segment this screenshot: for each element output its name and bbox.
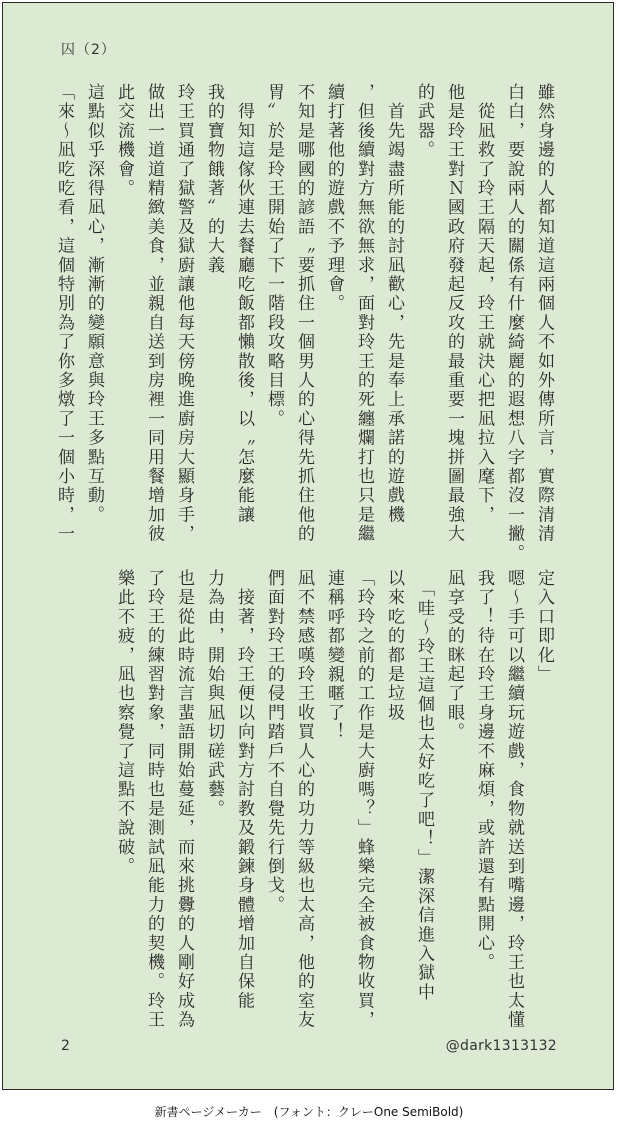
text-line: 「玲玲之前的工作是大廚嗎？」蜂樂完全被食物收買， xyxy=(354,569,374,1030)
text-line: 連稱呼都變親暱了！ xyxy=(324,569,344,742)
text-line: 我了！待在玲王身邊不麻煩，或許還有點開心。 xyxy=(474,569,494,973)
text-line: 樂此不疲，凪也察覺了這點不說破。 xyxy=(114,569,134,877)
text-line: 雖然身邊的人都知道這兩個人不如外傳所言，實際清清 xyxy=(534,83,554,544)
text-line: 以來吃的都是垃圾 xyxy=(384,569,404,723)
text-line: 白白，要說兩人的關係有什麼綺麗的遐想八字都沒一撇。 xyxy=(504,83,524,563)
text-line: 也是從此時流言蜚語開始蔓延，而來挑釁的人剛好成為 xyxy=(174,569,194,1030)
text-line: 凪享受的眯起了眼。 xyxy=(444,569,464,742)
text-line: 嗯～手可以繼續玩遊戲，食物就送到嘴邊，玲王也太懂 xyxy=(504,569,524,1030)
text-line: 首先竭盡所能的討凪歡心，先是奉上承諾的遊戲機 xyxy=(384,83,404,525)
chapter-header: 囚（2） xyxy=(61,42,116,58)
text-line: 他是玲王對Ｎ國政府發起反攻的最重要一塊拼圖最強大 xyxy=(444,83,464,544)
text-line: 做出一道道精緻美食，並親自送到房裡一同用餐增加彼 xyxy=(144,83,164,544)
page-number: 2 xyxy=(61,1038,70,1054)
text-line: 的武器。 xyxy=(414,83,434,160)
text-line: 凪不禁感嘆玲王收買人心的功力等級也太高，他的室友 xyxy=(294,569,314,1030)
text-line: 續打著他的遊戲不予理會。 xyxy=(324,83,344,314)
text-line: 定入口即化」 xyxy=(534,569,554,685)
text-line: 此交流機會。 xyxy=(114,83,134,199)
text-line: 胃〞於是玲王開始了下一階段攻略目標。 xyxy=(264,83,284,429)
text-line: 不知是哪國的諺語〝要抓住一個男人的心得先抓住他的 xyxy=(294,83,314,544)
text-line: 「來～凪吃吃看，這個特別為了你多燉了一個小時，一 xyxy=(54,83,74,544)
text-line: 「哇～玲王這個也太好吃了吧！」潔深信進入獄中 xyxy=(414,569,434,1003)
author-handle: @dark1313132 xyxy=(445,1038,557,1054)
text-line: 得知這傢伙連去餐廳吃飯都懶散後，以〝怎麼能讓 xyxy=(234,83,254,525)
book-page xyxy=(2,2,614,1090)
body-text-top xyxy=(54,83,559,563)
text-line: ，但後續對方無欲無求，面對玲王的死纏爛打也只是繼 xyxy=(354,83,374,544)
text-line: 接著，玲王便以向對方討教及鍛鍊身體增加自保能 xyxy=(234,569,254,1011)
text-line: 玲王買通了獄警及獄廚讓他每天傍晚進廚房大顯身手， xyxy=(174,83,194,544)
body-text-bottom xyxy=(59,569,559,1030)
text-line: 我的寶物餓著〞的大義 xyxy=(204,83,224,275)
generator-caption: 新書ページメーカー (フォント：クレーOne SemiBold) xyxy=(154,1105,464,1119)
text-line: 從凪救了玲王隔天起，玲王就決心把凪拉入麾下， xyxy=(474,83,494,525)
text-line: 了玲王的練習對象，同時也是測試凪能力的契機。玲王 xyxy=(144,569,164,1030)
text-line: 這點似乎深得凪心，漸漸的變願意與玲王多點互動。 xyxy=(84,83,104,525)
text-line: 們面對玲王的侵門踏戶不自覺先行倒戈。 xyxy=(264,569,284,915)
text-line: 力為由，開始與凪切磋武藝。 xyxy=(204,569,224,819)
